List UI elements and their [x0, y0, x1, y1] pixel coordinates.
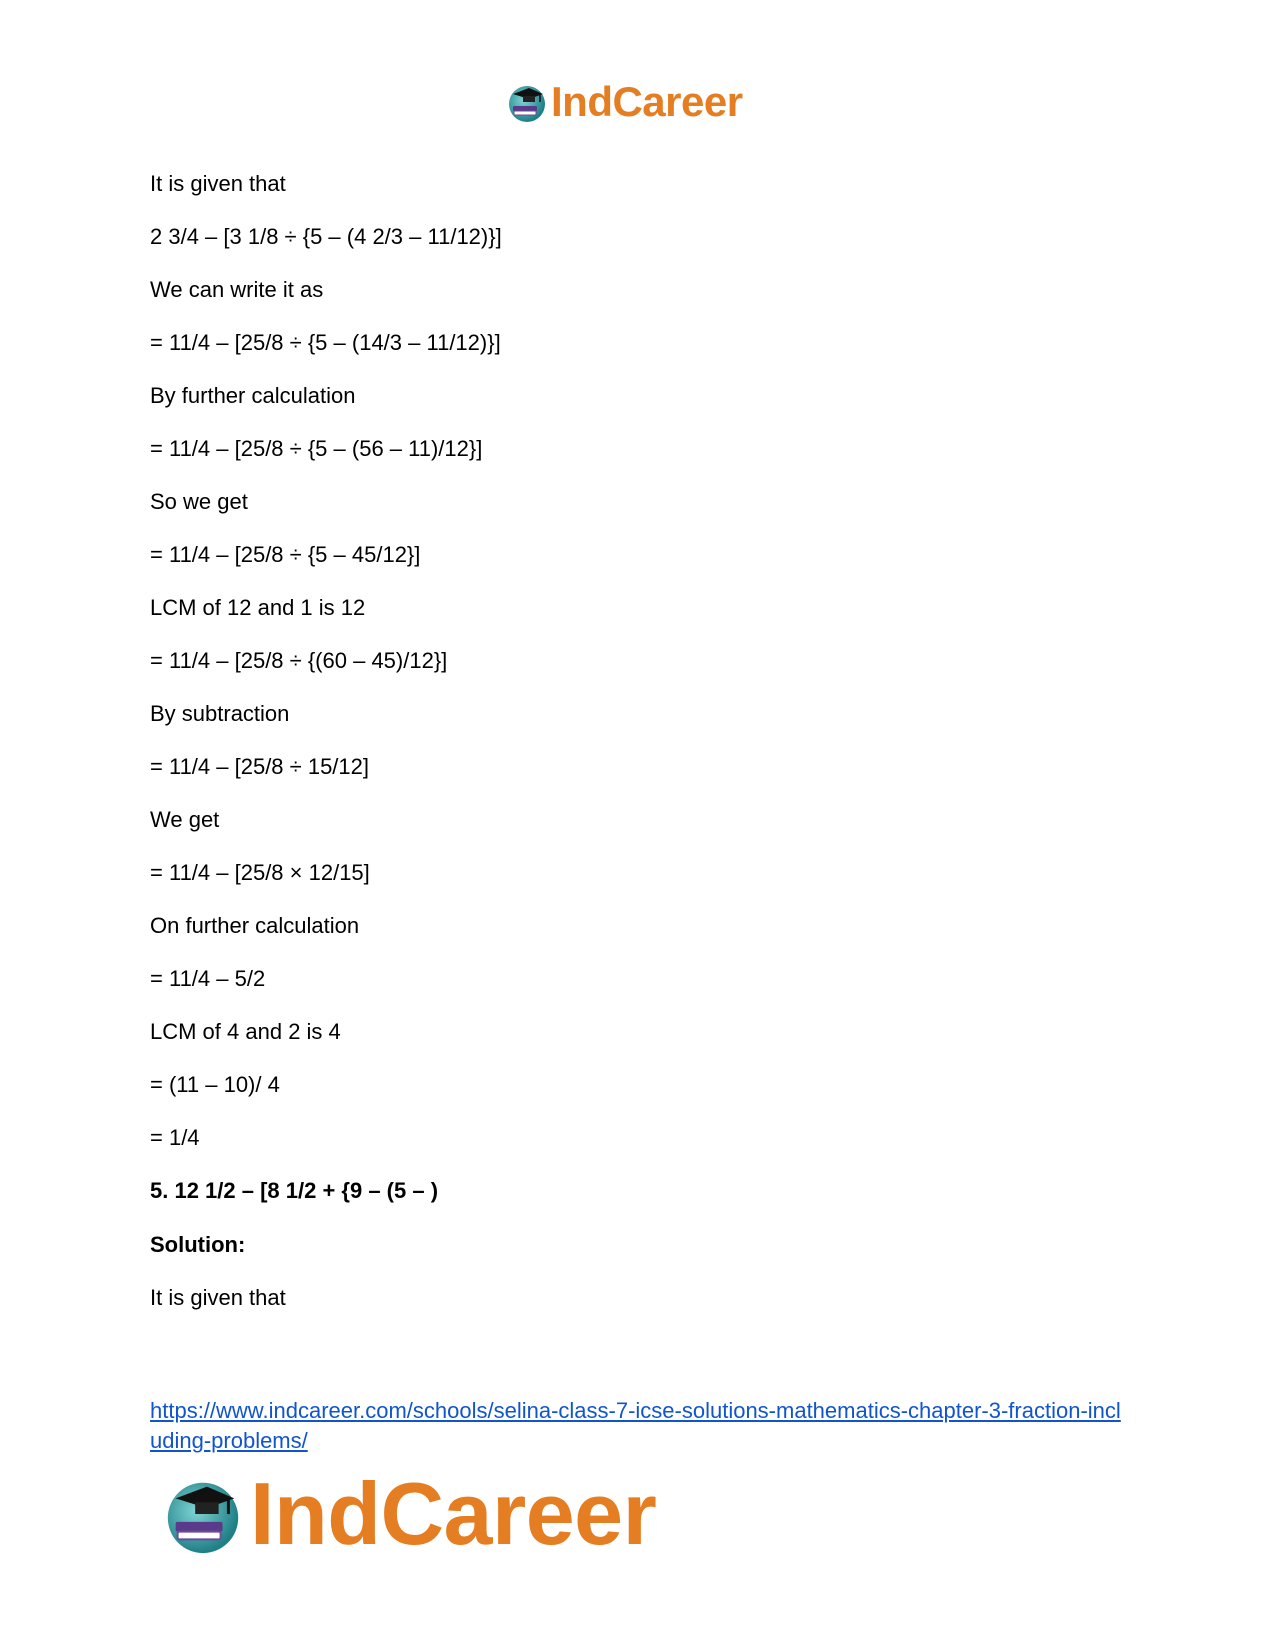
text-line: We get	[150, 807, 220, 832]
equation-line: = (11 – 10)/ 4	[150, 1072, 280, 1097]
equation-line: = 11/4 – [25/8 ÷ {5 – 45/12}]	[150, 542, 421, 567]
text-line: LCM of 4 and 2 is 4	[150, 1019, 341, 1044]
graduation-cap-globe-icon	[505, 80, 549, 124]
text-line: It is given that	[150, 171, 286, 196]
text-line: It is given that	[150, 1285, 286, 1310]
equation-line: = 11/4 – [25/8 ÷ {(60 – 45)/12}]	[150, 648, 448, 673]
text-line: By further calculation	[150, 383, 356, 408]
brand-wordmark: IndCareer	[250, 1464, 657, 1563]
text-line: LCM of 12 and 1 is 12	[150, 595, 366, 620]
text-line: We can write it as	[150, 277, 324, 302]
equation-line: = 11/4 – [25/8 ÷ 15/12]	[150, 754, 370, 779]
header-logo	[505, 78, 743, 126]
source-link[interactable]: https://www.indcareer.com/schools/selina-class-7-icse-solutions-mathematics-chapter-3-fraction-including-problems/	[150, 1398, 1121, 1453]
equation-line: = 11/4 – 5/2	[150, 966, 266, 991]
footer-logo	[160, 1464, 657, 1563]
text-line: On further calculation	[150, 913, 360, 938]
equation-line: = 11/4 – [25/8 ÷ {5 – (56 – 11)/12}]	[150, 436, 483, 461]
equation-line: = 11/4 – [25/8 ÷ {5 – (14/3 – 11/12)}]	[150, 330, 501, 355]
solution-label: Solution:	[150, 1232, 246, 1257]
equation-line: = 1/4	[150, 1125, 200, 1150]
equation-line: = 11/4 – [25/8 × 12/15]	[150, 860, 370, 885]
graduation-cap-globe-icon	[160, 1471, 246, 1557]
brand-wordmark: IndCareer	[551, 78, 743, 125]
text-line: So we get	[150, 489, 248, 514]
question-heading: 5. 12 1/2 – [8 1/2 + {9 – (5 – )	[150, 1178, 439, 1203]
text-line: By subtraction	[150, 701, 290, 726]
equation-line: 2 3/4 – [3 1/8 ÷ {5 – (4 2/3 – 11/12)}]	[150, 224, 502, 249]
